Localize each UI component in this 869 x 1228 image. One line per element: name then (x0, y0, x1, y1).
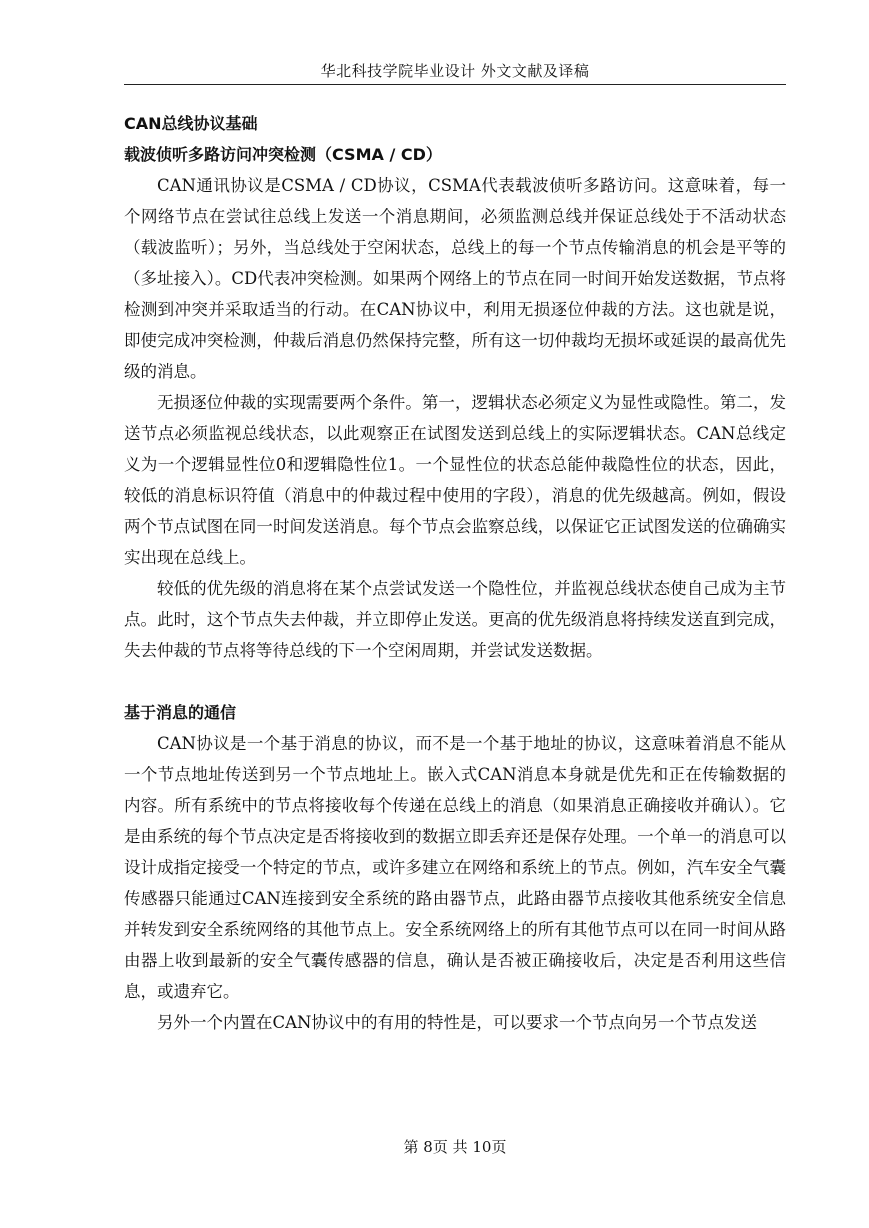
paragraph-5: 另外一个内置在CAN协议中的有用的特性是，可以要求一个节点向另一个节点发送 (157, 1013, 757, 1032)
paragraph-3: 较低的优先级的消息将在某个点尝试发送一个隐性位，并监视总线状态使自己成为主节点。此时，这个节点失去仲裁，并立即停止发送。更高的优先级消息将持续发送直到完成，失去仲裁的节点将等待总线的下一个空闲周期，并尝试发送数据。 (124, 579, 786, 660)
section-spacer (124, 666, 786, 697)
section-title-message-based: 基于消息的通信 (124, 703, 237, 722)
page-number: 第 8页 共 10页 (403, 1138, 507, 1156)
page-header: 华北科技学院毕业设计 外文文献及译稿 (320, 62, 590, 80)
header-divider (124, 84, 786, 85)
page-body (124, 108, 786, 1038)
section-title-can-basics: CAN总线协议基础 (124, 114, 258, 133)
paragraph-4: CAN协议是一个基于消息的协议，而不是一个基于地址的协议，这意味着消息不能从一个节点地址传送到另一个节点地址上。嵌入式CAN消息本身就是优先和正在传输数据的内容。所有系统中的节点将接收每个传递在总线上的消息（如果消息正确接收并确认）。它是由系统的每个节点决定是否将接收到的数据立即丢弃还是保存处理。一个单一的消息可以设计成指定接受一个特定的节点，或许多建立在网络和系统上的节点。例如，汽车安全气囊传感器只能通过CAN连接到安全系统的路由器节点，此路由器节点接收其他系统安全信息并转发到安全系统网络的其他节点上。安全系统网络上的所有其他节点可以在同一时间从路由器上收到最新的安全气囊传感器的信息，确认是否被正确接收后，决定是否利用这些信息，或遗弃它。 (124, 734, 786, 1001)
paragraph-1: CAN通讯协议是CSMA / CD协议，CSMA代表载波侦听多路访问。这意味着，每一个网络节点在尝试往总线上发送一个消息期间，必须监测总线并保证总线处于不活动状态（载波监听）；另外，当总线处于空闲状态，总线上的每一个节点传输消息的机会是平等的（多址接入）。CD代表冲突检测。如果两个网络上的节点在同一时间开始发送数据，节点将检测到冲突并采取适当的行动。在CAN协议中，利用无损逐位仲裁的方法。这也就是说，即使完成冲突检测，仲裁后消息仍然保持完整，所有这一切仲裁均无损坏或延误的最高优先级的消息。 (124, 176, 786, 381)
section-subtitle-csma-cd: 载波侦听多路访问冲突检测（CSMA / CD） (124, 145, 442, 164)
paragraph-2: 无损逐位仲裁的实现需要两个条件。第一，逻辑状态必须定义为显性或隐性。第二，发送节点必须监视总线状态，以此观察正在试图发送到总线上的实际逻辑状态。CAN总线定义为一个逻辑显性位0和逻辑隐性位1。一个显性位的状态总能仲裁隐性位的状态，因此，较低的消息标识符值（消息中的仲裁过程中使用的字段），消息的优先级越高。例如，假设两个节点试图在同一时间发送消息。每个节点会监察总线，以保证它正试图发送的位确确实实出现在总线上。 (124, 393, 786, 567)
